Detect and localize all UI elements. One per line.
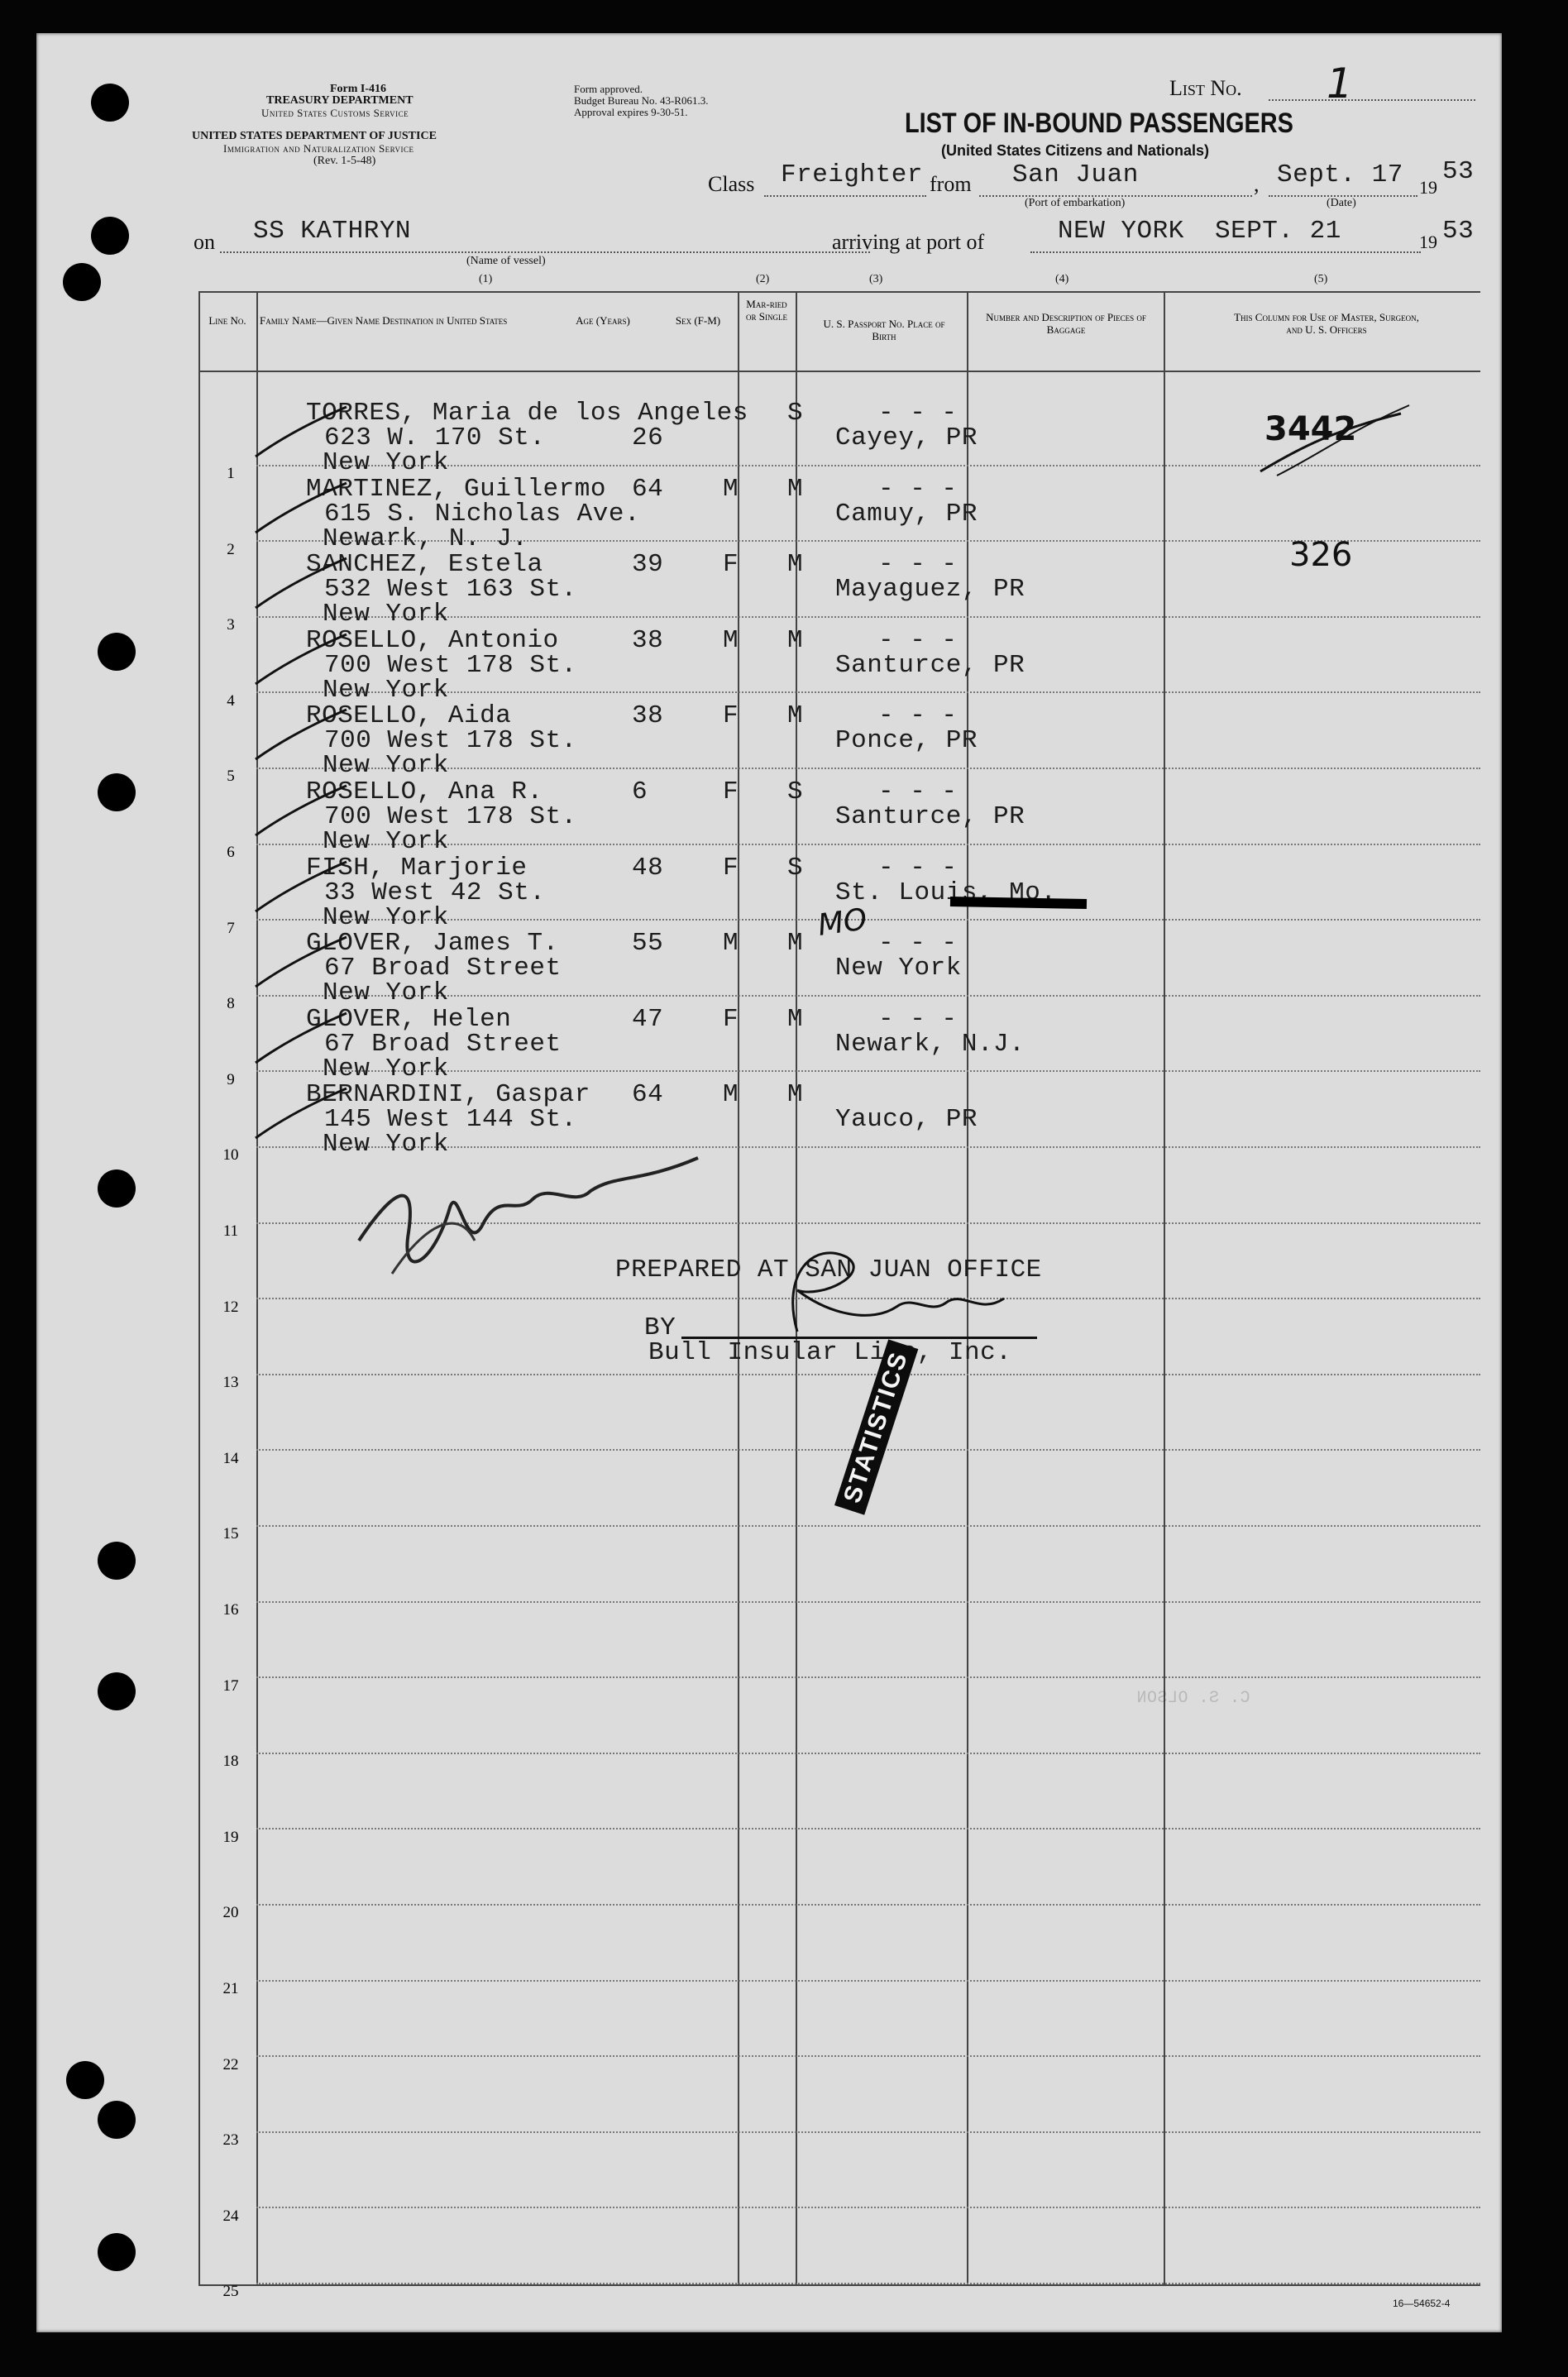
passenger-age: 47 <box>632 1005 664 1034</box>
header-sex: Sex (F-M) <box>675 314 721 327</box>
passenger-address: 67 Broad Street <box>324 954 562 983</box>
passenger-address: 532 West 163 St. <box>324 575 577 604</box>
passenger-birthplace: Santurce, PR <box>835 651 1025 680</box>
passenger-address: 623 W. 170 St. <box>324 423 546 452</box>
passenger-marital-status: M <box>787 626 804 655</box>
arrival-port: NEW YORK <box>1058 217 1184 246</box>
header-married: Mar-ried or Single <box>746 298 787 323</box>
passenger-city: New York <box>323 676 449 705</box>
line-number: 14 <box>222 1450 239 1467</box>
check-mark-icon <box>251 705 351 763</box>
manifest-sheet: Form I-416 TREASURY DEPARTMENT United States Customs Service UNITED STATES DEPARTMENT OF JUSTICE Immigration and Naturalization Service (Rev. 1-5-48) Form approved. Budget Bureau No. 43-R061.3. Approval expires 9-30-51. List No. 1 LIST OF IN-BOUND PASSENGERS (United States Citizens and Nationals) Class Freighter from San Juan (Port of embarkation) , Sept. 17 (Date) 19 53 on SS KATHRYN (Name of vessel) arriving at port of NEW YORK SEPT. 21 19 53 (1) (2) (3) (4) (5) Line No. Family Name—Given Name Destination in United States Age (Years) Sex (F-M) Mar-ried or Single U. S. Passport No. Place of Birth Number and Description of Pieces of Baggage This Column for Use of Master, Surgeon, and U. S. Officers 1 2 3 4 5 6 7 8 9 10 11 12 13 14 15 16 17 18 19 20 21 22 23 24 25 TORRES, Maria de los Angeles 623 W. 170 St. New York 26 S - - - Cayey, PR MARTINEZ, Guillermo 615 S. Nicholas Ave. Newark, N. J. 64 M M - - - Camuy, PR SANCHEZ, Estela 532 West 163 St. New York 39 F M - - - Mayaguez, PR ROSELLO, Antonio 700 West 178 St. New York 38 M M - - - Santurce, PR ROSELLO, Aida 700 West 178 St. New York 38 F M - - - Ponce, PR ROSELLO, Ana R. 700 West 178 St. New York 6 F S - - - Santurce, PR FISH, Marjorie 33 West 42 St. New York 48 F S - - - St. Louis, Mo. GLOVER, James T. 67 Broad Street New York 55 M M - - - New York GLOVER, Helen 67 Broad Street New York 47 F M - - - Newark, N.J. BERNARDINI, Gaspar 145 West 144 St. New York 64 M M Yauco, PR 3442 326 MO PREPARED AT SAN JUAN OFFICE BY Bull Insular Line, Inc. STATISTICS C. S. OLSON 16—54652-4 <box>36 33 1502 2332</box>
passenger-address: 700 West 178 St. <box>324 726 577 755</box>
row-separator <box>256 2131 1480 2133</box>
passenger-marital-status: M <box>787 550 804 579</box>
passenger-city: New York <box>323 751 449 780</box>
line-number: 24 <box>222 2207 239 2225</box>
passenger-marital-status: M <box>787 1005 804 1034</box>
class-label: Class <box>708 172 755 196</box>
passenger-city: New York <box>323 448 449 477</box>
check-mark-icon <box>251 933 351 991</box>
line-number: 17 <box>222 1677 239 1695</box>
treasury-dept: TREASURY DEPARTMENT <box>266 94 414 107</box>
company-name: Bull Insular Line, Inc. <box>648 1338 1012 1367</box>
check-mark-icon <box>251 479 351 537</box>
check-mark-icon <box>251 1084 351 1142</box>
line-number: 20 <box>222 1904 239 1921</box>
check-mark-icon <box>251 782 351 839</box>
footer-code: 16—54652-4 <box>1393 2298 1451 2309</box>
passenger-marital-status: M <box>787 929 804 958</box>
passenger-passport: - - - <box>878 777 958 806</box>
line-number: 12 <box>222 1299 239 1316</box>
passenger-city: New York <box>323 978 449 1007</box>
list-no-value: 1 <box>1327 60 1353 108</box>
on-label: on <box>194 230 215 254</box>
passenger-address: 700 West 178 St. <box>324 651 577 680</box>
line-number: 22 <box>222 2056 239 2073</box>
check-mark-icon <box>251 1009 351 1067</box>
passenger-sex: F <box>723 1005 739 1034</box>
passenger-sex: M <box>723 1080 739 1109</box>
passenger-birthplace: Newark, N.J. <box>835 1030 1025 1059</box>
passenger-sex: M <box>723 929 739 958</box>
passenger-passport: - - - <box>878 475 958 504</box>
row-separator <box>256 1828 1480 1829</box>
row-separator <box>256 2283 1480 2284</box>
ins-service: Immigration and Naturalization Service <box>223 142 414 155</box>
agent-signature <box>748 1224 1045 1356</box>
line-number: 18 <box>222 1753 239 1770</box>
officer-signature <box>342 1141 772 1307</box>
passenger-birthplace: Ponce, PR <box>835 726 978 755</box>
header-line-no: Line No. <box>208 314 246 327</box>
passenger-passport: - - - <box>878 929 958 958</box>
passenger-age: 64 <box>632 1080 664 1109</box>
form-approved: Form approved. <box>574 83 643 95</box>
header-passport: U. S. Passport No. Place of Birth <box>823 318 945 342</box>
header-name: Family Name—Given Name Destination in United States <box>260 314 508 327</box>
passenger-age: 26 <box>632 423 664 452</box>
check-mark-icon <box>251 554 351 612</box>
line-number: 25 <box>222 2283 239 2300</box>
col-num-3: (3) <box>869 273 883 285</box>
arrival-year: 53 <box>1442 217 1475 246</box>
passenger-birthplace: Santurce, PR <box>835 802 1025 831</box>
line-number: 1 <box>227 465 235 482</box>
from-label: from <box>930 172 972 196</box>
form-number: Form I-416 <box>330 83 387 95</box>
passenger-birthplace: Camuy, PR <box>835 500 978 528</box>
passenger-sex: F <box>723 854 739 882</box>
class-value: Freighter <box>781 160 923 189</box>
passenger-sex: F <box>723 550 739 579</box>
passenger-name: ROSELLO, Ana R. <box>306 777 543 806</box>
passenger-city: New York <box>323 903 449 932</box>
line-number: 6 <box>227 844 235 861</box>
passenger-age: 39 <box>632 550 664 579</box>
bleed-through-text: C. S. OLSON <box>1136 1689 1250 1708</box>
passenger-age: 64 <box>632 475 664 504</box>
col-num-5: (5) <box>1314 273 1328 285</box>
check-mark-icon <box>251 858 351 916</box>
check-mark-icon <box>251 403 351 461</box>
officer-mark-1: 3442 <box>1264 410 1357 448</box>
passenger-birthplace: Yauco, PR <box>835 1105 978 1134</box>
passenger-name: BERNARDINI, Gaspar <box>306 1080 590 1109</box>
passenger-address: 67 Broad Street <box>324 1030 562 1059</box>
line-number: 4 <box>227 692 235 710</box>
line-number: 8 <box>227 995 235 1012</box>
row-separator <box>256 2207 1480 2208</box>
passenger-city: New York <box>323 827 449 856</box>
punch-hole <box>63 263 101 301</box>
col-num-4: (4) <box>1055 273 1069 285</box>
strikeout-mark <box>946 889 1095 914</box>
passenger-passport: - - - <box>878 1005 958 1034</box>
passenger-age: 38 <box>632 701 664 730</box>
approval-expires: Approval expires 9-30-51. <box>574 106 688 118</box>
line-number: 11 <box>222 1222 239 1240</box>
line-number: 15 <box>222 1525 239 1542</box>
embark-year: 53 <box>1442 157 1475 186</box>
passenger-address: 700 West 178 St. <box>324 802 577 831</box>
passenger-marital-status: S <box>787 777 804 806</box>
punch-hole <box>91 84 129 122</box>
passenger-name: GLOVER, James T. <box>306 929 559 958</box>
customs-service: United States Customs Service <box>261 107 409 119</box>
form-subtitle: (United States Citizens and Nationals) <box>941 142 1210 159</box>
passenger-sex: F <box>723 777 739 806</box>
col-num-2: (2) <box>756 273 770 285</box>
line-number: 5 <box>227 768 235 785</box>
row-separator <box>256 1980 1480 1982</box>
passenger-address: 615 S. Nicholas Ave. <box>324 500 641 528</box>
passenger-birthplace: New York <box>835 954 962 983</box>
passenger-name: SANCHEZ, Estela <box>306 550 543 579</box>
form-title: LIST OF IN-BOUND PASSENGERS <box>905 108 1293 139</box>
header-age: Age (Years) <box>576 314 630 327</box>
passenger-city: New York <box>323 600 449 629</box>
officer-mark-2: 326 <box>1289 536 1353 574</box>
prepared-by-label: BY <box>644 1313 676 1342</box>
passenger-age: 6 <box>632 777 648 806</box>
passenger-birthplace: Cayey, PR <box>835 423 978 452</box>
line-number: 23 <box>222 2131 239 2149</box>
line-number: 10 <box>222 1146 239 1164</box>
statistics-stamp: STATISTICS <box>834 1340 918 1515</box>
passenger-city: New York <box>323 1055 449 1083</box>
row-separator <box>256 1374 1480 1375</box>
passenger-sex: M <box>723 475 739 504</box>
passenger-marital-status: M <box>787 475 804 504</box>
line-number: 21 <box>222 1980 239 1997</box>
punch-hole <box>98 633 136 671</box>
passenger-passport: - - - <box>878 399 958 428</box>
passenger-passport: - - - <box>878 550 958 579</box>
passenger-name: MARTINEZ, Guillermo <box>306 475 606 504</box>
passenger-marital-status: M <box>787 701 804 730</box>
punch-hole <box>98 773 136 811</box>
passenger-marital-status: S <box>787 399 804 428</box>
line-number: 19 <box>222 1829 239 1846</box>
passenger-passport: - - - <box>878 701 958 730</box>
passenger-age: 48 <box>632 854 664 882</box>
date-label: (Date) <box>1327 197 1356 209</box>
passenger-birthplace: St. Louis, Mo. <box>835 878 1057 907</box>
header-baggage: Number and Description of Pieces of Baggage <box>986 311 1146 336</box>
list-no-label: List No. <box>1169 76 1242 100</box>
port-embark-label: (Port of embarkation) <box>1025 197 1126 209</box>
justice-dept: UNITED STATES DEPARTMENT OF JUSTICE <box>192 130 437 142</box>
line-number: 2 <box>227 541 235 558</box>
header-officers: This Column for Use of Master, Surgeon, and U. S. Officers <box>1234 311 1419 336</box>
row-separator <box>256 1676 1480 1678</box>
passenger-sex: M <box>723 626 739 655</box>
punch-hole <box>66 2061 104 2099</box>
passenger-city: New York <box>323 1130 449 1159</box>
passenger-age: 38 <box>632 626 664 655</box>
passenger-city: Newark, N. J. <box>323 524 528 553</box>
officer-scribble <box>1252 397 1426 488</box>
passenger-name: ROSELLO, Aida <box>306 701 512 730</box>
passenger-marital-status: S <box>787 854 804 882</box>
passenger-passport: - - - <box>878 626 958 655</box>
line-number: 7 <box>227 920 235 937</box>
line-number: 3 <box>227 616 235 634</box>
budget-bureau: Budget Bureau No. 43-R061.3. <box>574 94 709 107</box>
passenger-name: FISH, Marjorie <box>306 854 528 882</box>
line-number: 13 <box>222 1374 239 1391</box>
check-mark-icon <box>251 630 351 688</box>
fish-note: MO <box>815 902 869 943</box>
row-separator <box>256 2055 1480 2057</box>
passenger-sex: F <box>723 701 739 730</box>
row-separator <box>256 1904 1480 1906</box>
arriving-label: arriving at port of <box>832 230 985 254</box>
prepared-at: PREPARED AT SAN JUAN OFFICE <box>615 1255 1042 1284</box>
punch-hole <box>98 1169 136 1208</box>
punch-hole <box>98 2101 136 2139</box>
from-value: San Juan <box>1012 160 1139 189</box>
passenger-passport: - - - <box>878 854 958 882</box>
passenger-name: GLOVER, Helen <box>306 1005 512 1034</box>
vessel-label: (Name of vessel) <box>466 255 546 267</box>
line-number: 16 <box>222 1601 239 1619</box>
row-separator <box>256 1601 1480 1603</box>
line-number: 9 <box>227 1071 235 1088</box>
passenger-name: ROSELLO, Antonio <box>306 626 559 655</box>
passenger-marital-status: M <box>787 1080 804 1109</box>
passenger-birthplace: Mayaguez, PR <box>835 575 1025 604</box>
punch-hole <box>98 2233 136 2271</box>
passenger-address: 33 West 42 St. <box>324 878 546 907</box>
punch-hole <box>98 1672 136 1710</box>
revision: (Rev. 1-5-48) <box>313 155 376 167</box>
passenger-age: 55 <box>632 929 664 958</box>
punch-hole <box>91 217 129 255</box>
arrival-date: SEPT. 21 <box>1215 217 1341 246</box>
row-separator <box>256 1753 1480 1754</box>
passenger-address: 145 West 144 St. <box>324 1105 577 1134</box>
punch-hole <box>98 1542 136 1580</box>
passenger-name: TORRES, Maria de los Angeles <box>306 399 748 428</box>
vessel-name: SS KATHRYN <box>253 217 412 246</box>
embark-date: Sept. 17 <box>1277 160 1403 189</box>
col-num-1: (1) <box>479 273 493 285</box>
row-separator <box>256 1525 1480 1527</box>
